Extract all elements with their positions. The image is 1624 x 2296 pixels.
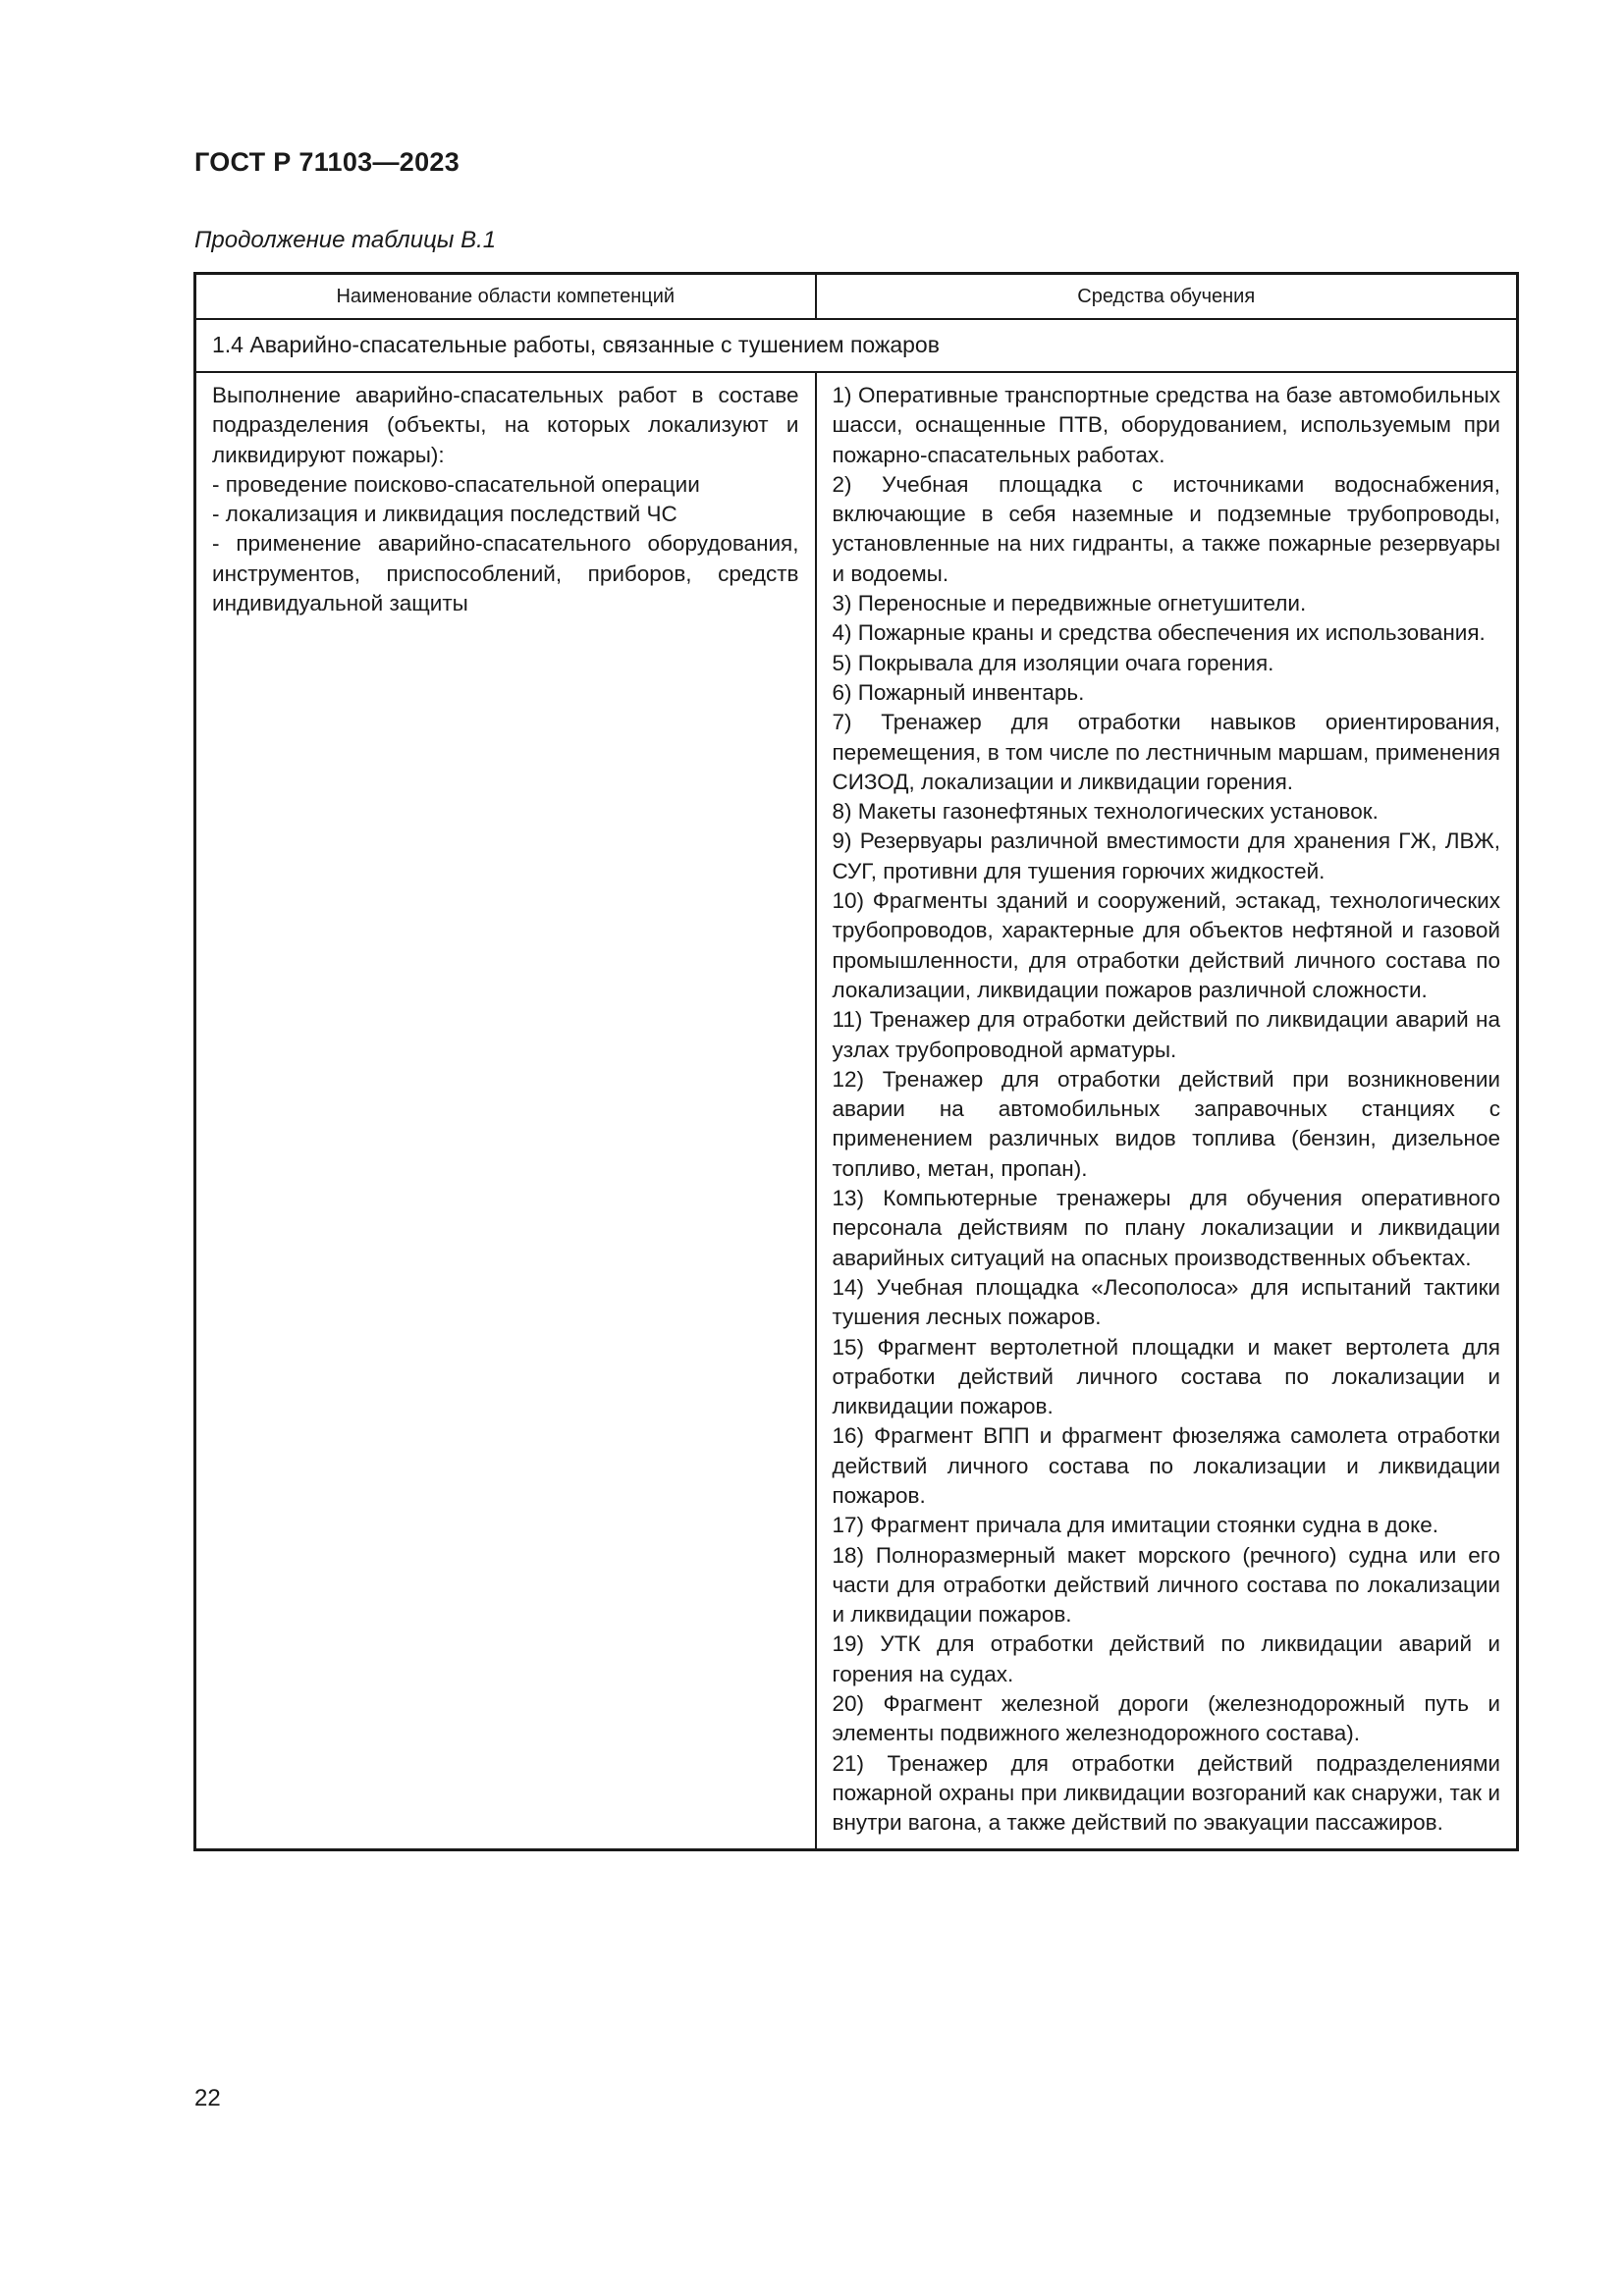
standard-designation: ГОСТ Р 71103—2023 <box>194 147 460 177</box>
training-means-item: 20) Фрагмент железной дороги (железнодорожный путь и элементы подвижного железнодорожного состава). <box>832 1691 1500 1746</box>
training-means-item: 18) Полноразмерный макет морского (речного) судна или его части для отработки действий личного состава по локализации и ликвидации пожаров. <box>832 1542 1500 1628</box>
table-caption: Продолжение таблицы В.1 <box>194 227 497 253</box>
training-means-cell <box>816 372 1518 1849</box>
training-means-item: 8) Макеты газонефтяных технологических установок. <box>832 799 1379 825</box>
training-means-item: 15) Фрагмент вертолетной площадки и макет вертолета для отработки действий личного состава по локализации и ликвидации пожаров. <box>832 1334 1500 1419</box>
training-means-item: 4) Пожарные краны и средства обеспечения их использования. <box>832 620 1486 646</box>
training-means-item: 6) Пожарный инвентарь. <box>832 679 1085 705</box>
training-means-item: 1) Оперативные транспортные средства на базе автомобильных шасси, оснащенные ПТВ, оборудованием, используемым при пожарно-спасательных работах. <box>832 383 1500 467</box>
competence-intro: Выполнение аварийно-спасательных работ в составе подразделения (объекты, на которых локализуют и ликвидируют пожары): <box>212 383 799 467</box>
section-row <box>195 319 1518 372</box>
training-means-item: 12) Тренажер для отработки действий при возникновении аварии на автомобильных заправочных станциях с применением различных видов топлива (бензин, дизельное топливо, метан, пропан). <box>832 1066 1500 1181</box>
table-row <box>195 372 1518 1849</box>
training-means-item: 14) Учебная площадка «Лесополоса» для испытаний тактики тушения лесных пожаров. <box>832 1274 1500 1330</box>
training-means-item: 5) Покрывала для изоляции очага горения. <box>832 650 1274 675</box>
training-means-item: 9) Резервуары различной вместимости для хранения ГЖ, ЛВЖ, СУГ, противни для тушения горючих жидкостей. <box>832 828 1500 883</box>
training-means-item: 16) Фрагмент ВПП и фрагмент фюзеляжа самолета отработки действий личного состава по локализации и ликвидации пожаров. <box>832 1423 1500 1508</box>
table-header-row <box>195 274 1518 320</box>
competence-cell <box>195 372 816 1849</box>
training-means-item: 3) Переносные и передвижные огнетушители. <box>832 591 1307 616</box>
training-means-item: 19) УТК для отработки действий по ликвидации аварий и горения на судах. <box>832 1631 1500 1686</box>
training-means-item: 11) Тренажер для отработки действий по ликвидации аварий на узлах трубопроводной арматуры. <box>832 1007 1500 1062</box>
competence-bullet: - проведение поисково-спасательной операции <box>212 471 700 497</box>
competence-bullet: - локализация и ликвидация последствий ЧС <box>212 502 677 527</box>
training-means-item: 13) Компьютерные тренажеры для обучения оперативного персонала действиям по плану локализации и ликвидации аварийных ситуаций на опасных производственных объектах. <box>832 1186 1500 1270</box>
column-header-training-means: Средства обучения <box>816 274 1518 320</box>
competence-table <box>193 272 1519 1851</box>
competence-bullet: - применение аварийно-спасательного оборудования, инструментов, приспособлений, приборов, средств индивидуальной защиты <box>212 531 799 616</box>
training-means-item: 7) Тренажер для отработки навыков ориентирования, перемещения, в том числе по лестничным маршам, применения СИЗОД, локализации и ликвидации горения. <box>832 710 1500 794</box>
section-title: 1.4 Аварийно-спасательные работы, связанные с тушением пожаров <box>195 319 1518 372</box>
training-means-item: 2) Учебная площадка с источниками водоснабжения, включающие в себя наземные и подземные трубопроводы, установленные на них гидранты, а также пожарные резервуары и водоемы. <box>832 471 1500 586</box>
page-number: 22 <box>194 2085 221 2111</box>
training-means-item: 10) Фрагменты зданий и сооружений, эстакад, технологических трубопроводов, характерные для объектов нефтяной и газовой промышленности, для отработки действий личного состава по локализации, ликвидации пожаров различной сложности. <box>832 888 1500 1002</box>
training-means-item: 21) Тренажер для отработки действий подразделениями пожарной охраны при ликвидации возгораний как снаружи, так и внутри вагона, а также действий по эвакуации пассажиров. <box>832 1750 1500 1836</box>
training-means-item: 17) Фрагмент причала для имитации стоянки судна в доке. <box>832 1513 1438 1538</box>
column-header-competence-area: Наименование области компетенций <box>195 274 816 320</box>
